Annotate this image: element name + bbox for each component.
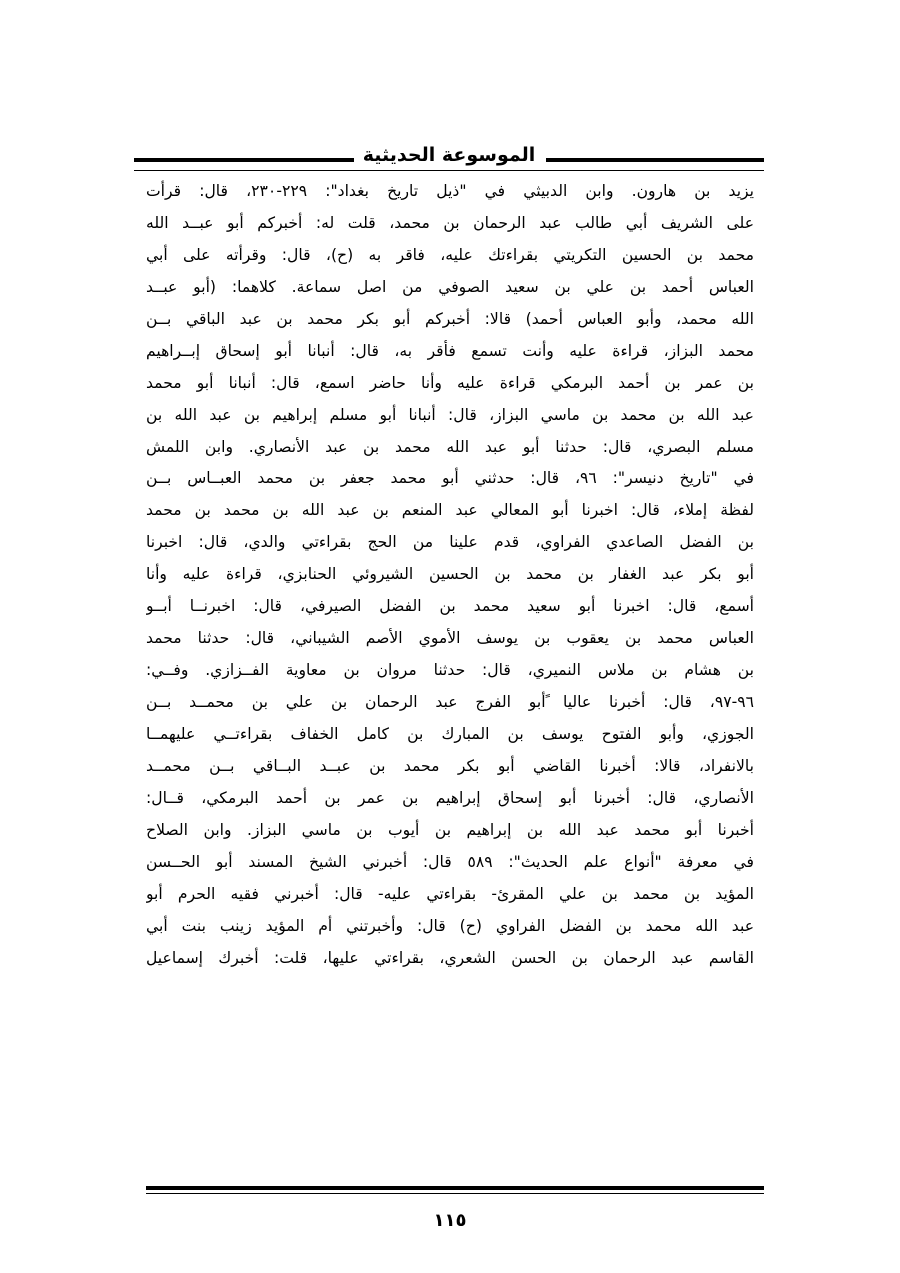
text-line: بالانفراد، قالا: أخبرنا القاضي أبو بكر محمد بن عبــد البــاقي بــن محمــد: [146, 756, 754, 775]
text-line: المؤيد بن محمد بن علي المقرئ- بقراءتي عليه- قال: أخبرني فقيه الحرم أبو: [146, 884, 754, 903]
text-line: محمد بن الحسين التكريتي بقراءتك عليه، فاقر به (ح)، قال: وقرأته على أبي: [146, 245, 754, 264]
text-line: يزيد بن هارون. وابن الدبيثي في "ذيل تاريخ بغداد": ٢٢٩-٢٣٠، قال: قرأت: [146, 182, 754, 200]
text-line: في معرفة "أنواع علم الحديث": ٥٨٩ قال: أخبرني الشيخ المسند أبو الحــسن: [146, 852, 754, 871]
body-text: [146, 176, 754, 974]
header-title: الموسوعة الحديثية: [357, 140, 542, 170]
text-line: بن هشام بن ملاس النميري، قال: حدثنا مروان بن معاوية الفــزازي. وفــي:: [146, 661, 754, 680]
text-line: في "تاريخ دنيسر": ٩٦، قال: حدثني أبو محمد جعفر بن محمد العبــاس بــن: [146, 469, 754, 488]
text-line: العباس محمد بن يعقوب بن يوسف الأموي الأصم الشيباني، قال: حدثنا محمد: [146, 629, 754, 648]
text-line: أبو بكر عبد الغفار بن محمد بن الحسين الشيروئي الحنابزي، قراءة عليه وأنا: [146, 565, 754, 584]
text-line: العباس أحمد بن علي بن سعيد الصوفي من اصل سماعة. كلاهما: (أبو عبــد: [146, 277, 754, 296]
text-line: عبد الله محمد بن الفضل الفراوي (ح) قال: وأخبرتني أم المؤيد زينب بنت أبي: [146, 916, 754, 935]
text-line: الجوزي، وأبو الفتوح يوسف بن المبارك بن كامل الخفاف بقراءتــي عليهمــا: [146, 724, 754, 743]
footer-rule-thick: [146, 1186, 764, 1190]
text-line: محمد البزاز، قراءة عليه وأنت تسمع فأقر به، قال: أنبانا أبو إسحاق إبــراهيم: [146, 341, 754, 360]
text-line: الأنصاري، قال: أخبرنا أبو إسحاق إبراهيم بن عمر بن أحمد البرمكي، قــال:: [146, 788, 754, 807]
text-line: الله محمد، وأبو العباس أحمد) قالا: أخبركم أبو بكر محمد بن عبد الباقي بــن: [146, 309, 754, 328]
page-number: ١١٥: [433, 1210, 467, 1231]
text-line: بن الفضل الصاعدي الفراوي، قدم علينا من الحج بقراءتي والدي، قال: اخبرنا: [146, 533, 754, 552]
text-line: ٩٦-٩٧، قال: أخبرنا عاليا ًأبو الفرج عبد الرحمان بن علي بن محمــد بــن: [146, 693, 754, 711]
footer-rule-thin: [146, 1193, 764, 1194]
text-line: أسمع، قال: اخبرنا أبو سعيد محمد بن الفضل الصيرفي، قال: اخبرنــا أبــو: [146, 597, 754, 616]
text-line: على الشريف أبي طالب عبد الرحمان بن محمد، قلت له: أخبركم أبو عبــد الله: [146, 213, 754, 232]
text-line: عبد الله بن محمد بن ماسي البزاز، قال: أنبانا أبو مسلم إبراهيم بن عبد الله بن: [146, 405, 754, 424]
running-header: [134, 140, 764, 174]
text-line: لفظة إملاء، قال: اخبرنا أبو المعالي عبد المنعم بن عبد الله بن محمد بن محمد: [146, 501, 754, 520]
text-line: بن عمر بن أحمد البرمكي قراءة عليه وأنا حاضر اسمع، قال: أنبانا أبو محمد: [146, 373, 754, 392]
text-line: أخبرنا أبو محمد عبد الله بن إبراهيم بن أيوب بن ماسي البزاز. وابن الصلاح: [146, 820, 754, 839]
text-line: القاسم عبد الرحمان بن الحسن الشعري، بقراءتي عليها، قلت: أخبرك إسماعيل: [146, 948, 754, 967]
text-line: مسلم البصري، قال: حدثنا أبو عبد الله محمد بن عبد الأنصاري. وابن اللمش: [146, 437, 754, 456]
